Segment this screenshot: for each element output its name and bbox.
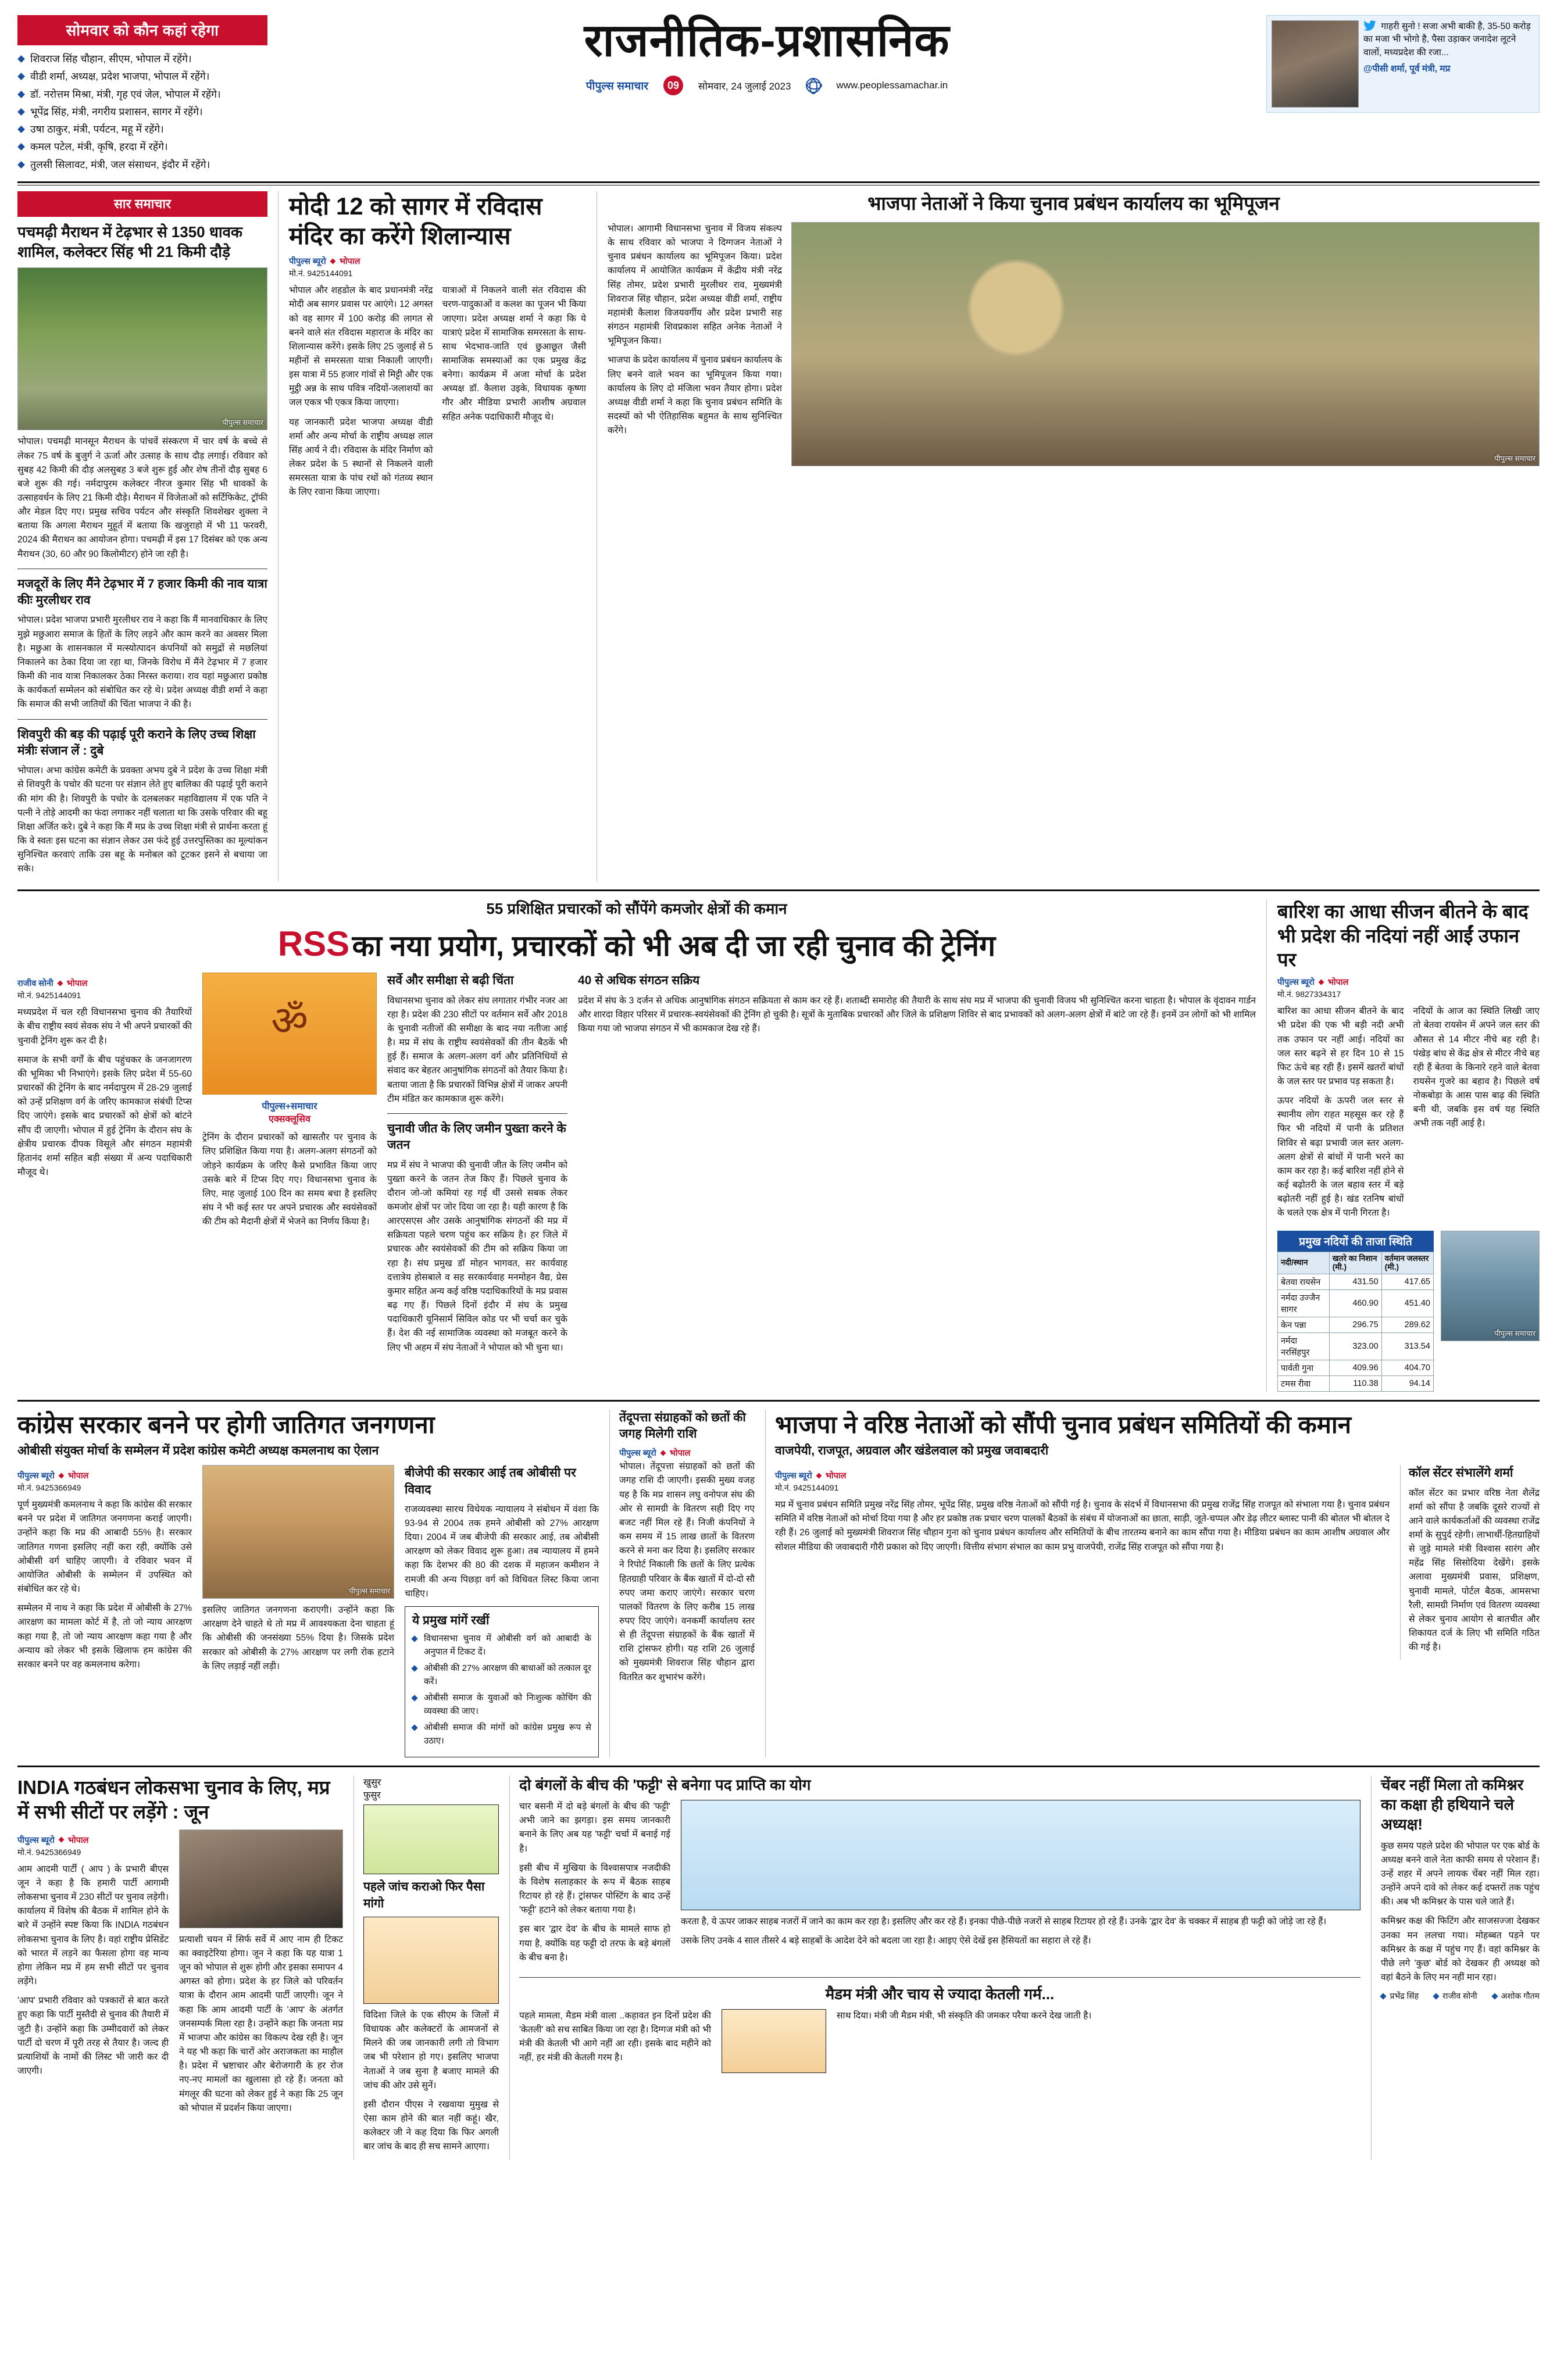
byline-author: पीपुल्स ब्यूरो [289, 257, 326, 267]
who-will-be-where-list [17, 51, 267, 172]
who-will-be-where-title: सोमवार को कौन कहां रहेगा [17, 15, 267, 45]
rss-title-red: RSS [277, 924, 350, 964]
rss-flag-graphic [202, 973, 377, 1095]
shivpuri-body-1: भोपाल। अभा कांग्रेस कमेटी के प्रवक्ता अभय दुबे ने प्रदेश के उच्च शिक्षा मंत्री से शिवपुरी के पचोर की घटना पर संज्ञान लेते हुए बालिका की पढ़ाई पूरी कराने की मांग की है। शिवपुरी के पचोर के दलबलकर महाविद्यालय में एक पति ने पत्नी ने तोड़े आदमी का फंदा लगाकर नहीं चलाता था कि उसके परिवार की बहू शिक्षा अर्जित करे। दुबे ने कहा कि मैं मप्र के उच्च शिक्षा मंत्री से प्रार्थना करता हूं कि वे स्वतः इस घटना का संज्ञान लेकर उस फंदे हुई उत्तरपुस्तिका का मूल्यांकन सुनिश्चित करवाएं ताकि उस बहू के मनोबल को टूटकर इसने से बचाया जा सके। [17, 766, 267, 874]
rss-title-rest: का नया प्रयोग, प्रचारकों को भी अब दी जा रही चुनाव की ट्रेनिंग [352, 930, 996, 963]
india-story [17, 1775, 343, 2159]
exclusive-tag [202, 1099, 377, 1125]
table-row: नर्मदा उज्जैन सागर 460.90 451.40 [1278, 1289, 1434, 1317]
rss-story [17, 899, 1256, 1391]
chamber-body-2: कमिश्नर कक्ष की फिटिंग और साजसज्जा देखकर उनका मन ललचा गया। मोहब्बत पड़ने पर कमिश्नर के कक्ष में पहुंच गए हैं। वहां कमिश्नर के पीछे लगे 'कुछ' बोर्ड को देखकर ही अध्यक्ष को वहां बैठने के लिए मन नहीं मान रहा। [1381, 1916, 1540, 1983]
khusur-item1-body-2: इसी दौरान पीएस ने रखवाया मुमुख से ऐसा काम होने की बात नहीं कहूं। खैर, कलेक्टर जी ने कह दिया कि फिर अगली बार जांच के बाद ही सच सामने आएगा। [363, 2099, 499, 2152]
content-row-3 [17, 1410, 1540, 1758]
credit-name: प्रभेंद्र सिंह [1381, 1991, 1419, 2002]
masthead-rule [17, 181, 1540, 183]
congress-demands-box [405, 1606, 599, 1757]
congress-body-2: सम्मेलन में नाथ ने कहा कि प्रदेश में ओबीसी के 27% आरक्षण का मामला कोर्ट में है, तो जो न्याय आरक्षण कहा गया है, तो जो न्याय आरक्षण कहा गया है और अन्याय को लेकर भी इसके खिलाफ हम कांग्रेस की सरकार बनने पर वह कमलनाथ करेगा। [17, 1603, 192, 1670]
globe-icon [806, 78, 821, 93]
exclusive-label: एक्सक्लूसिव [269, 1114, 310, 1125]
page-title: राजनीतिक-प्रशासनिक [584, 15, 950, 66]
tendu-story [609, 1410, 755, 1758]
modi-body-1: भोपाल और शहडोल के बाद प्रधानमंत्री नरेंद्र मोदी अब सागर प्रवास पर आएंगे। 12 अगस्त को वह सागर में 100 करोड़ की लागत से बनने वाले संत रविदास महाराज के मंदिर का शिलान्यास करेंगे। इसके लिए 25 जुलाई से 5 महीनों से समरसता यात्रा निकाली जाएगी। इस यात्रा में 55 हजार गांवों से मिट्टी और एक मुट्ठी अन्न के साथ पवित्र नदियों-जलाशयों का जल एकत्र भी एकत्र किया जाएगा। [289, 285, 433, 408]
table-row: टमस रीवा 110.38 94.14 [1278, 1375, 1434, 1391]
content-row-1 [17, 191, 1540, 882]
photo-credit: पीपुल्स समाचार [222, 419, 263, 427]
chamber-story [1371, 1775, 1540, 2159]
mazdoor-body-1: भोपाल। प्रदेश भाजपा प्रभारी मुरलीधर राव ने कहा कि मैं मानवाधिकार के लिए मुझे मछुआरा समाज के हितों के लिए लड़ने और काम करने का अवसर मिला है। मछुआ के शासनकाल में मत्स्योत्पादन कंपनियों को समुद्रों से मछलियां निकालने का ठेका दिया जा रहा था, जिनके विरोध में मैंने टेढ़भार में 7 हजार किमी की नाव यात्रा निकालकर ठेका निरस्त कराया। राव यहां मछुआरा प्रकोष्ठ के कार्यकर्ता सम्मेलन को संबोधित कर रहे थे। प्रदेश अध्यक्ष वीडी शर्मा ने कहा कि समाज की सभी जातियों की चिंता भाजपा ने की है। [17, 615, 267, 710]
khusur-item2-title: दो बंगलों के बीच की 'फट्टी' से बनेगा पद प्राप्ति का योग [519, 1776, 811, 1794]
divider [17, 889, 1540, 891]
byline-place: भोपाल [669, 1449, 691, 1459]
fusur-column [509, 1775, 1360, 2159]
table-header: नदी/स्थान [1278, 1252, 1330, 1274]
barish-byline [1277, 976, 1540, 988]
byline-dot-icon [330, 258, 335, 264]
list-item: उषा ठाकुर, मंत्री, पर्यटन, महू में रहेंगे। [17, 121, 267, 137]
publish-date: सोमवार, 24 जुलाई 2023 [698, 80, 791, 92]
congress-side-body: राजव्यवस्था सारथ विधेयक न्यायालय ने संबोधन में वंशा कि 93-94 से 2004 तक हमने ओबीसी को 27% आरक्षण दिया। 2004 में जब बीजेपी की सरकार आई, तब ओबीसी आरक्षण को लेकर विवाद शुरू हुआ। तब न्यायालय में हमने कहा कि देशभर की 80 की दशक में महाजन कमीशन ने रामजी की अन्य पिछड़ा वर्ग को विधिवत लिस्ट किया जाना चाहिए। [405, 1504, 599, 1599]
khusur-fusur-tabs [363, 1775, 499, 1801]
khusur-item1-body-1: विदिशा जिले के एक सीएम के जिलों में विधायक और कलेक्टरों के आमजनों से मिलने की जब जानकारी लगी तो विभाग जब भी परेशान हो गए। इसलिए भाजपा नेताओं ने जब सुना है बजाए मामले की जांच की ओर उसे सुनें। [363, 2010, 499, 2090]
rss-byline [17, 977, 192, 989]
bjp-samiti-byline [775, 1470, 1390, 1481]
bjp-samiti-subhead: वाजपेयी, राजपूत, अग्रवाल और खंडेलवाल को प्रमुख जवाबदारी [775, 1443, 1049, 1457]
bhoomipujan-headline: भाजपा नेताओं ने किया चुनाव प्रबंधन कार्यालय का भूमिपूजन [867, 192, 1280, 214]
khusur-item2-body-3: इस बार 'द्वार देव' के बीच के मामले साफ हो गया है, क्योंकि यह फट्टी दो तरफ के बड़े बंगलों के बीच बना है। [519, 1924, 670, 1963]
rss-sub4-title: चुनावी जीत के लिए जमीन पुख्ता करने के जतन [387, 1121, 566, 1152]
website-link[interactable]: www.peoplessamachar.in [836, 80, 948, 91]
sar-samachar-band: सार समाचार [17, 191, 267, 217]
rss-kicker: 55 प्रशिक्षित प्रचारकों को सौंपेंगे कमजोर क्षेत्रों की कमान [486, 900, 787, 918]
khusur-item1-title: पहले जांच कराओ फिर पैसा मांगो [363, 1880, 485, 1910]
marathon-photo [17, 267, 267, 430]
khusur-item3-body-2: साथ दिया। मंत्री जी मैडम मंत्री, भी संस्कृति की जमकर परैया करने देख जाती है। [837, 2010, 1092, 2021]
quote-author: @पीसी शर्मा, पूर्व मंत्री, मप्र [1363, 64, 1451, 74]
rss-body-2: समाज के सभी वर्गों के बीच पहुंचकर के जनजागरण की भूमिका भी निभाएंगे। इसके लिए प्रदेश में 55-60 प्रचारकों की ट्रेनिंग के बाद नर्मदापुरम में 28-29 जुलाई को उन्हें प्रशिक्षण वर्ग के जरिए कामकाज संबंधी टिप्स दिए जाएंगे। इसके बाद प्रचारकों को क्षेत्रों को बांटने सौंप दी जाएगी। भोपाल में हुई ट्रेनिंग के दौरान संघ के क्षेत्रीय प्रचारक दीपक विसूले और संगठन महामंत्री हितानंद शर्मा सहित बड़ी संख्या में अन्य पदाधिकारी मौजूद थे। [17, 1055, 192, 1177]
table-row: पार्वती गुना 409.96 404.70 [1278, 1360, 1434, 1375]
masthead-center [276, 15, 1258, 95]
khusur-item2-body-4: करता है, ये ऊपर जाकर साहब नजरों में जाने का काम कर रहा है। इसलिए और कर रहे हैं। इनका पीछे-पीछे नजरों से साहब रिटायर हो रहे हैं। उनके 'द्वार देव' के चक्कर में साहब ही फट्टी को जोड़े जा रहे हैं। [681, 1917, 1327, 1927]
khusur-cartoon [363, 1804, 499, 1874]
mini-brand-label: पीपुल्स+समाचार [262, 1102, 317, 1112]
sar-samachar-headline: पचमढ़ी मैराथन में टेढ़भार से 1350 धावक शामिल, कलेक्टर सिंह भी 21 किमी दौड़े [17, 223, 242, 260]
congress-mobile: मो.नं. 9425366949 [17, 1483, 81, 1493]
chamber-body-1: कुछ समय पहले प्रदेश की भोपाल पर एक बोर्ड के अध्यक्ष बनने वाले नेता काफी समय से परेशान हैं। उन्हें शहर में अपने लायक चेंबर नहीं मिल रहा। उन्होंने अपने दावे को लेकर कई दफ्तरों तक पहुंच की। अब भी कमिश्नर के पास चले जाते हैं। [1381, 1841, 1540, 1907]
byline-dot-icon [58, 1837, 64, 1843]
chamber-headline: चेंबर नहीं मिला तो कमिश्नर का कक्षा ही हथियाने चले अध्यक्ष! [1381, 1776, 1524, 1833]
rss-sub4-body: मप्र में संघ ने भाजपा की चुनावी जीत के लिए जमीन को पुख्ता करने के जतन तेज किए हैं। पिछले चुनाव के दौरान जो-जो कमियां रह गई थीं उससे सबक लेकर कमजोर क्षेत्रों पर जोर दिया जा रहा है। यही कारण है कि आरएसएस और उसके आनुषांगिक संगठनों की मप्र में सक्रियता पहले चरण पहुंच कर सक्रिय है। हर जिले में प्रचारक और स्वयंसेवकों की टीम को सक्रिय किया जा रहा है। संघ प्रमुख डॉ मोहन भागवत, सर कार्यवाह दत्तात्रेय होसबाले व सह सरकार्यवाह मनमोहन वैद्य, प्रेस कुमार सहित अन्य कई वरिष्ठ पदाधिकारियों के मप्र प्रवास बढ़ गए हैं। पिछले दिनों इंदौर में संघ के प्रमुख पदाधिकारी यूनिसार्म सिविल कोड पर भी चर्चा कर चुके हैं। देश की नई सामाजिक व्यवस्था को मजबूत करने के लिए भी अहम में संघ नेताओं ने भोपाल को भी चुना था। [387, 1160, 567, 1353]
bhoomipujan-body-2: भाजपा के प्रदेश कार्यालय में चुनाव प्रबंधन कार्यालय के लिए बनने वाले भवन का भूमिपूजन किया गया। कार्यालय के लिए दो मंजिला भवन तैयार होगा। प्रदेश अध्यक्ष वीडी शर्मा ने कहा कि चुनाव प्रबंधन समिति के सदस्यों को भी ऐतिहासिक बहुमत के साथ सुनिश्चित करेंगे। [608, 355, 782, 436]
byline-author: राजीव सोनी [17, 979, 53, 989]
tendu-byline [619, 1447, 755, 1459]
river-table-title: प्रमुख नदियों की ताजा स्थिति [1277, 1231, 1434, 1252]
table-row: बेतवा रायसेन 431.50 417.65 [1278, 1274, 1434, 1289]
byline-place: भोपाल [1327, 978, 1349, 988]
byline-dot-icon [816, 1473, 822, 1478]
byline-dot-icon [57, 980, 63, 986]
khusur-cartoon-2 [363, 1917, 499, 2004]
list-item: कमल पटेल, मंत्री, कृषि, हरदा में रहेंगे। [17, 139, 267, 154]
credit-name: अशोक गौतम [1492, 1991, 1540, 2002]
list-item: ओबीसी की 27% आरक्षण की बाधाओं को तत्काल दूर करें। [412, 1662, 591, 1688]
list-item: विधानसभा चुनाव में ओबीसी वर्ग को आबादी के अनुपात में टिकट दें। [412, 1632, 591, 1659]
rss-body-3: ट्रेनिंग के दौरान प्रचारकों को खासतौर पर चुनाव के लिए प्रशिक्षित किया गया है। अलग-अलग संगठनों को जोड़ने कार्यक्रम के जरिए कैसे प्रभावित किया जाए उसके बारे में टिप्स दिए गए। विधानसभा चुनाव के लिए, माह जुलाई 100 दिन का समय बचा है इसलिए संघ ने भी कई स्तर पर अपने प्रचारक और स्वयंसेवकों की टीम को मैदानी क्षेत्रों में भेजने का निर्णय किया है। [202, 1132, 377, 1227]
byline-dot-icon [58, 1473, 64, 1478]
khusur-item3-body-1: पहले मामला, मैडम मंत्री वाला ..कहावत इन दिनों प्रदेश की 'केतली' को सच साबित किया जा रहा है। दिग्गज मंत्री को भी मंत्री की केतली भी आगे नहीं आ रही। इसके बाद महीने को नहीं, हर मंत्री की केतली गरम है। [519, 2010, 711, 2063]
kettle-cartoon [722, 2009, 826, 2073]
list-item: ओबीसी समाज के युवाओं को निःशुल्क कोचिंग की व्यवस्था की जाए। [412, 1692, 591, 1718]
bhoomipujan-body-1: भोपाल। आगामी विधानसभा चुनाव में विजय संकल्प के साथ रविवार को भाजपा ने दिग्गजन नेताओं ने चुनाव प्रबंधन कार्यालय का भूमिपूजन किया। प्रदेश कार्यालय में आयोजित कार्यक्रम में केंद्रीय मंत्री नरेंद्र सिंह तोमर, प्रदेश प्रभारी मुरलीधर राव, मुख्यमंत्री शिवराज सिंह चौहान, प्रदेश अध्यक्ष वीडी शर्मा, राष्ट्रीय महामंत्री कैलाश विजयवर्गीय और प्रदेश प्रभारी सह संगठन महामंत्री शिवप्रकाश सहित अनेक नेताओं ने भूमिपूजन किया। [608, 224, 782, 346]
who-will-be-where-box [17, 15, 267, 174]
khusur-item3-title: मैडम मंत्री और चाय से ज्यादा केतली गर्म... [825, 1985, 1055, 2003]
modi-byline [289, 255, 586, 267]
india-body-1: आम आदमी पार्टी ( आप ) के प्रभारी बीएस जून ने कहा है कि हमारी पार्टी आगामी लोकसभा चुनाव में 230 सीटों पर चुनाव लड़ेगी। कार्यालय में विशेष की बैठक में शामिल होने के बारे में उन्होंने स्पष्ट किया कि INDIA गठबंधन लोकसभा चुनाव के लिए है। वहां राष्ट्रीय प्रेसिडेंट को भारत में लड़ने का फैसला होगा वह मान्य होगा लेकिन मप्र में हम सभी सीटों पर चुनाव लड़ेंगे। [17, 1864, 169, 1987]
list-item: वीडी शर्मा, अध्यक्ष, प्रदेश भाजपा, भोपाल में रहेंगे। [17, 69, 267, 84]
river-status-table [1277, 1252, 1434, 1392]
masthead-meta [276, 76, 1258, 95]
tendu-headline: तेंदूपत्ता संग्राहकों को छतों की जगह मिलेगी राशि [619, 1410, 746, 1441]
byline-place: भोपाल [825, 1471, 847, 1481]
photo-credit: पीपुल्स समाचार [1494, 455, 1535, 463]
barish-mobile: मो.नं. 9827334317 [1277, 989, 1341, 999]
column-3 [597, 191, 1540, 882]
divider [17, 1400, 1540, 1402]
mazdoor-headline: मजदूरों के लिए मैंने टेढ़भार में 7 हजार किमी की नाव यात्रा कीः मुरलीधर राव [17, 577, 267, 607]
congress-side-title: बीजेपी की सरकार आई तब ओबीसी पर विवाद [405, 1466, 576, 1496]
masthead [17, 15, 1540, 174]
byline-place: भोपाल [67, 1835, 89, 1845]
khusur-item2-body-1: चार बसनी में दो बड़े बंगलों के बीच की 'फट्टी' अभी जाने का झगड़ा। इस समय जानकारी बनाने के लिए अब यह 'फट्टी' चर्चा में बनाई गई है। [519, 1802, 670, 1854]
photo-credit: पीपुल्स समाचार [1494, 1329, 1535, 1338]
twitter-icon [1363, 20, 1376, 31]
page-number: 09 [663, 76, 683, 95]
congress-demands-list [412, 1632, 591, 1748]
bjp-samiti-mobile: मो.नं. 9425144091 [775, 1483, 839, 1493]
byline-dot-icon [660, 1450, 666, 1456]
quote-text: गाहरी सुनो ! सजा अभी बाकी है, 35-50 करोड़ का मजा भी भोगो है, पैसा उड़ाकर जनादेश लूटने वालों, मध्यप्रदेश की रजा... [1363, 22, 1531, 58]
quote-text-wrap [1363, 20, 1534, 108]
divider [17, 1766, 1540, 1767]
list-item: डॉ. नरोत्तम मिश्रा, मंत्री, गृह एवं जेल, भोपाल में रहेंगे। [17, 87, 267, 102]
barish-headline: बारिश का आधा सीजन बीतने के बाद भी प्रदेश की नदियां नहीं आईं उफान पर [1277, 900, 1529, 970]
rss-sub3-body: प्रदेश में संघ के 3 दर्जन से अधिक आनुषांगिक संगठन सक्रियता से काम कर रहे हैं। शताब्दी समारोह की तैयारी के साथ संघ मप्र में भाजपा की चुनावी विजय भी सुनिश्चित करना चाहता है। भोपाल के वृंदावन गार्डन और शारदा विहार परिसर में प्रचारक-स्वयंसेवकों की ट्रेनिंग हो चुकी है। सूत्रों के मुताबिक प्रचारकों और जिले के प्रशिक्षण शिविर से बाद प्रभावकों को अलग-अलग क्षेत्रों में बांटे जा रहे हैं। इनमें उन लोगों को भी शामिल किया गया जो भाजपा संगठन में भी कामकाज देख रहे हैं। [578, 995, 1256, 1034]
content-row-2 [17, 899, 1540, 1391]
byline-place: भोपाल [66, 979, 88, 989]
byline-place: भोपाल [339, 257, 360, 267]
rss-sub2-title: सर्वे और समीक्षा से बढ़ी चिंता [387, 974, 514, 988]
divider [387, 1113, 567, 1114]
list-item: भूपेंद्र सिंह, मंत्री, नगरीय प्रशासन, सागर में रहेंगे। [17, 104, 267, 119]
india-mobile: मो.नं. 9425366949 [17, 1847, 81, 1857]
byline-author: पीपुल्स ब्यूरो [17, 1835, 55, 1845]
byline-author: पीपुल्स ब्यूरो [1277, 978, 1315, 988]
barish-body-2: ऊपर नदियों के ऊपरी जल स्तर से स्थानीय लोग राहत महसूस कर रहे हैं फिर भी नदियों में पानी के प्रतिशत शिविर से बढ़ा प्रभावी जल स्तर अलग-अलग क्षेत्रों से बांधों में पानी भरने का काम कर रहा है। कई बारिश नहीं होने से कई बढ़ोतरी के जल बहाव स्तर में बड़े बढ़ोतरी नहीं हुई है। खंड रतनिष बांधों के चलते एक क्षेत्र में पानी गिरता है। [1277, 1096, 1404, 1218]
table-header: वर्तमान जलस्तर (मी.) [1381, 1252, 1433, 1274]
congress-story [17, 1410, 599, 1758]
divider [17, 719, 267, 720]
byline-dot-icon [1318, 979, 1324, 985]
table-row: नर्मदा नरसिंहपुर 323.00 313.54 [1278, 1332, 1434, 1360]
page-credits [1381, 1991, 1540, 2002]
shivpuri-headline: शिवपुरी की बड़ की पढ़ाई पूरी कराने के लिए उच्च शिक्षा मंत्रीः संजान लें : दुबे [17, 727, 256, 757]
fusur-cartoon [681, 1800, 1360, 1910]
table-header: खतरे का निशान (मी.) [1329, 1252, 1381, 1274]
sar-samachar-body-1: भोपाल। पचमढ़ी मानसून मैराथन के पांचवें संस्करण में चार वर्ष के बच्चे से लेकर 75 वर्ष के बुजुर्ग ने ऊर्जा और उत्साह के साथ दौड़ लगाई। रविवार को सुबह 42 किमी की दौड़ अलसुबह 3 बजे शुरू हुई और शेष तीनों दौड़ सुबह 6 बजे शुरू की गई। नर्मदापुरम कलेक्टर नीरज कुमार सिंह भी धावकों के उत्साहवर्धन के लिए 21 किमी दौड़े। मैराथन में विजेताओं को सर्टिफिकेट, ट्रॉफी और मेडल दिए गए। प्रमुख सचिव पर्यटन और संस्कृति शिवशेखर शुक्ला ने बताया कि अगला मैराथन मुहूर्त में बताया कि खजुराहो में भी 11 फरवरी, 2024 की मैराथन का आयोजन होगा। पचमढ़ी में इस 17 दिसंबर को एक अन्य मैराथन (30, 60 और 90 किलोमीटर) होने जा रही है। [17, 437, 267, 559]
list-item: शिवराज सिंह चौहान, सीएम, भोपाल में रहेंगे। [17, 51, 267, 66]
list-item: तुलसी सिलावट, मंत्री, जल संसाधन, इंदौर में रहेंगे। [17, 157, 267, 172]
paper-brand: पीपुल्स समाचार [585, 80, 649, 92]
quote-promo-box [1266, 15, 1540, 113]
modi-body-2: यह जानकारी प्रदेश भाजपा अध्यक्ष वीडी शर्मा और अन्य मोर्चा के राष्ट्रीय अध्यक्ष लाल सिंह आर्य ने दी। रविदास के मंदिर निर्माण को लेकर प्रदेश के 5 स्थानों से निकलने वाली समरसता यात्रा के पांच रथों को गंतव्य स्थान के लिए रवाना किया जाएगा। [289, 417, 433, 498]
barish-story [1266, 899, 1540, 1391]
modi-headline: मोदी 12 को सागर में रविदास मंदिर का करेंगे शिलान्यास [289, 192, 542, 249]
rss-body-1: मध्यप्रदेश में चल रही विधानसभा चुनाव की तैयारियों के बीच राष्ट्रीय स्वयं सेवक संघ ने भी अपने प्रचारकों की चुनावी ट्रेनिंग शुरू कर दी है। [17, 1007, 192, 1046]
congress-byline [17, 1470, 192, 1481]
bjp-samiti-body-1: मप्र में चुनाव प्रबंधन समिति प्रमुख नरेंद्र सिंह तोमर, भूपेंद्र सिंह, प्रमुख वरिष्ठ नेताओं को सौंपी गई है। चुनाव के संदर्भ में विधानसभा की प्रमुख राजेंद्र सिंह राजपूत को संभाला गया है। चुनाव प्रबंधन समिति में वरिष्ठ नेताओं को मोर्चा दिया गया है और हर प्रकोष्ठ तक प्रचार चरण पालकों बैठकों के संबंध में योजनाओं का छाता, साड़ी, जूते-चप्पल और डेढ़ लीटर ब्लास्ट पानी की बोतल भी बोतल दे रही हैं। 26 जुलाई को मुख्यमंत्री शिवराज सिंह चौहान गुना को चुनाव प्रबंधन कार्यालय और समितियों के बीच तारतम्य बनाने का काम सौंपा गया है। मीडिया प्रबंधन का काम आशीष अग्रवाल और सोशल मीडिया की जवाबदारी गौरी प्रकाश को दिए जाएगी। वित्तीय संभाग संभाल का काम प्रभु वाजपेयी, राजेंद्र सिंह राजपूत को सौंपा गया है। [775, 1500, 1390, 1552]
india-body-2: 'आप' प्रभारी रविवार को पत्रकारों से बात करते हुए कहा कि पार्टी मुस्तैदी से चुनाव की तैयारी में जुटी है। उन्होंने कहा कि उम्मीदवारों को लेकर पार्टी दो चरण में पूरी तरह से तैयार है। जल्द ही प्रत्याशियों के नामों की लिस्ट भी जारी कर दी जाएगी। [17, 1996, 169, 2076]
congress-photo [202, 1465, 394, 1599]
byline-author: पीपुल्स ब्यूरो [619, 1449, 656, 1459]
barish-body-1: बारिश का आधा सीजन बीतने के बाद भी प्रदेश की एक भी बड़ी नदी अभी तक उफान पर नहीं आई। नदियों का जल स्तर बढ़ने से हर दिन 10 से 15 फिट ऊंचे बह रही हैं। इसमें खतरों बांधों के जल स्तर पर प्रभाव पड़ सकता है। [1277, 1006, 1404, 1087]
table-row: केन पन्ना 296.75 289.62 [1278, 1317, 1434, 1332]
callcenter-title: कॉल सेंटर संभालेंगे शर्मा [1409, 1466, 1513, 1480]
congress-subhead: ओबीसी संयुक्त मोर्चा के सम्मेलन में प्रदेश कांग्रेस कमेटी अध्यक्ष कमलनाथ का ऐलान [17, 1443, 379, 1457]
congress-body-1: पूर्ण मुख्यमंत्री कमलनाथ ने कहा कि कांग्रेस की सरकार बनने पर प्रदेश में जातिगत जनगणना कराई जाएगी। उन्होंने कहा कि मप्र की आबादी 55% है। सरकार जातिगत गणना इसलिए नहीं करा रही, क्योंकि उसे ओबीसी वर्ग चाहिए जाएगी। वे रविवार भवन में आयोजित ओबीसी के सम्मेलन में उपस्थित को संबोधित कर रहे थे। [17, 1500, 192, 1595]
india-byline [17, 1834, 169, 1846]
barish-body-3: नदियों के आज का स्थिति लिखी जाए तो बेतवा रायसेन में अपने जल स्तर की औसत से 14 मीटर नीचे बह रही है। पंखेड़ बांध से केंद्र क्षेत्र से मीटर नीचे बह रही हैं बेतवा के किनारे रहने वाले बेतवा रायसेन गुजरे का बहाव है। पिछले वर्ष नोकबोड़ा के आस पास बाढ़ की स्थिति बनी थी, जबकि इस वर्ष यह स्थिति अभी तक नहीं आई है। [1413, 1006, 1540, 1129]
tab-fusur[interactable]: फुसुर [363, 1791, 381, 1801]
callcenter-body: कॉल सेंटर का प्रभार वरिष्ठ नेता शैलेंद्र शर्मा को सौंपा है जबकि दूसरे राज्यों से आने वाले कार्यकर्ताओं की व्यवस्था राजेंद्र शर्मा के सुपुर्द रहेगी। लाभार्थी-हितग्राहियों से जुड़े मामले मंत्री विश्वास सारंग और महेंद्र सिंह सिसोदिया देखेंगे। इसके अलावा मुख्यमंत्री प्रवास, प्रशिक्षण, चुनावी मामले, पोर्टल बैठक, आमसभा रैली, सामग्री निर्माण एवं वितरण व्यवस्था से लेकर चुनाव आयोग से बातचीत और शिकायत दर्ज के लिए भी समिति गठित की गई है। [1409, 1488, 1540, 1653]
river-photo [1441, 1231, 1540, 1341]
india-body-3: प्रत्याशी चयन में सिर्फ सर्वे में आए नाम ही टिकट का क्वाइटेरिया होगा। जून ने कहा कि यह यात्रा 1 जून को भोपाल से शुरू होगी और इसका समापन 4 अगस्त को होगा। प्रदेश के हर जिले को परिवर्तन यात्रा के दौरान आम आदमी पार्टी जाएगी। जून ने कहा कि आम आदमी पार्टी के 'आप' के अंतर्गत जनसम्पर्क मिला रहा है। उन्होंने कहा कि जनता मप्र में भाजपा और कांग्रेस का विकल्प देख रही है। जून ने यह भी कहा कि चारों ओर अराजकता का माहौल है। प्रदेश में भ्रष्टाचार और बेरोजगारी के हर रोज नए-नए मामलों का खुलासा हो रहे हैं। जनता को मंगलूर की घटना को लेकर हुई ने कहा कि 25 जून को भोपाल में प्रदर्शन किया जाएगा। [179, 1934, 343, 2113]
byline-author: पीपुल्स ब्यूरो [17, 1471, 55, 1481]
rss-mobile: मो.नं. 9425144091 [17, 991, 81, 1000]
byline-place: भोपाल [67, 1471, 89, 1481]
congress-body-3: इसलिए जातिगत जनगणना कराएगी। उन्होंने कहा कि आरक्षण देने चाहते थे तो मप्र में आवश्यकता देना चाहता हूं कि ओबीसी की जनसंख्या 55% दिया है। जिसके प्रदेश सरकार को ओबीसी के 27% आरक्षण पर लगी रोक हटाने के लिए लड़ाई नहीं लड़ी। [202, 1605, 394, 1671]
khusur-column [353, 1775, 499, 2159]
congress-headline: कांग्रेस सरकार बनने पर होगी जातिगत जनगणना [17, 1410, 435, 1438]
byline-author: पीपुल्स ब्यूरो [775, 1471, 812, 1481]
bjp-samiti-headline: भाजपा ने वरिष्ठ नेताओं को सौंपी चुनाव प्रबंधन समितियों की कमान [775, 1410, 1352, 1438]
column-2 [278, 191, 586, 882]
content-row-4 [17, 1775, 1540, 2159]
column-1 [17, 191, 267, 882]
rss-sub3-title: 40 से अधिक संगठन सक्रिय [578, 974, 700, 988]
bhoomipujan-photo [791, 222, 1540, 466]
credit-name: राजीव सोनी [1434, 1991, 1477, 2002]
modi-mobile: मो.नं. 9425144091 [289, 269, 353, 278]
india-headline: INDIA गठबंधन लोकसभा चुनाव के लिए, मप्र में सभी सीटों पर लड़ेंगे : जून [17, 1777, 330, 1822]
divider [519, 1977, 1360, 1978]
tab-khusur[interactable]: खुसुर [363, 1778, 381, 1788]
rss-sub2-body: विधानसभा चुनाव को लेकर संघ लगातार गंभीर नजर आ रहा है। प्रदेश की 230 सीटों पर वर्तमान सर्वे और 2018 के चुनावी नतीजों की समीक्षा के बाद नया नतीजा आई है। मप्र में संघ के राष्ट्रीय स्वयंसेवकों की तीन बैठकें भी हुई हैं। समाज के अलग-अलग वर्ग और प्रतिनिधियों से संवाद कर बेहतर आनुषांगिक संगठनों को तैयार किया है। बताया जाता है कि प्रचारकों विभिन्न क्षेत्रों में जाकर अपनी टीम मंडित कर कामकाज शुरू करेंगे। [387, 995, 567, 1104]
tendu-body-1: भोपाल। तेंदूपत्ता संग्राहकों को छतों की जगह राशि दी जाएगी। इसकी मुख्य वजह यह है कि मप्र शासन लघु वनोपज संघ की ओर से सामग्री के वितरण सही दिए गए बजट नहीं मिल रहे हैं। निजी कंपनियों ने कम समय में 15 लाख छातों के वितरण करने से मना कर दिया है। इसलिए सरकार ने रिपोर्ट निकाली कि छतों के लिए प्रत्येक हितग्राही परिवार के बैंक खातों में दो-दो सौ रुपए जमा कराए जाएंगे। सरकार चरण पालकों वितरण के लिए करीब 15 लाख रुपए दिए जाएंगे। वनकर्मी कार्यालय स्तर से ही तेंदूपत्ता संग्राहकों के बैंक खातों में राशि ट्रांसफर होगी। यह राशि 26 जुलाई को मुख्यमंत्री शिवराज सिंह चौहान द्वारा वितरित कर शुभारंभ करेंगे। [619, 1461, 755, 1682]
congress-demands-title: ये प्रमुख मांगें रखीं [412, 1613, 490, 1627]
list-item: ओबीसी समाज की मांगों को कांग्रेस प्रमुख रूप से उठाए। [412, 1721, 591, 1748]
india-portrait-photo [179, 1829, 343, 1928]
khusur-item2-body-5: उसके लिए उनके 4 साल तीसरे 4 बड़े साहबों के आदेश देने को बदला जा रहा है। आइए ऐसे देखें इस हैसियतों का सहारा ले रहे हैं। [681, 1936, 1091, 1946]
quote-author-photo [1272, 20, 1359, 108]
bjp-samiti-story [765, 1410, 1540, 1758]
photo-credit: पीपुल्स समाचार [349, 1587, 390, 1596]
modi-body-3: यात्राओं में निकलने वाली संत रविदास की चरण-पादुकाओं व कलश का पूजन भी किया जाएगा। प्रदेश अध्यक्ष शर्मा ने कहा कि ये यात्राएं प्रदेश में सामाजिक समरसता के साथ-साथ भेदभाव-जाति एवं छुआछूत जैसी सामाजिक समस्याओं का एक प्रमुख केंद्र बनेगा। कार्यक्रम में अजा मोर्चा के प्रदेश अध्यक्ष डॉ. कैलाश उइके, विधायक कृष्णा गौर और मीडिया प्रभारी आशीष अग्रवाल सहित अनेक पदाधिकारी मौजूद थे। [442, 285, 586, 422]
khusur-item2-body-2: इसी बीच में मुखिया के विश्वासपात्र नजदीकी के विशेष सलाहकार के रूप में बैठक साहब रिटायर हो रहे हैं। ट्रांसफर पोस्टिंग के बाद उन्हें 'फट्टी' हटाने को लेकर बताया गया है। [519, 1863, 670, 1916]
om-icon: ॐ [271, 998, 308, 1044]
